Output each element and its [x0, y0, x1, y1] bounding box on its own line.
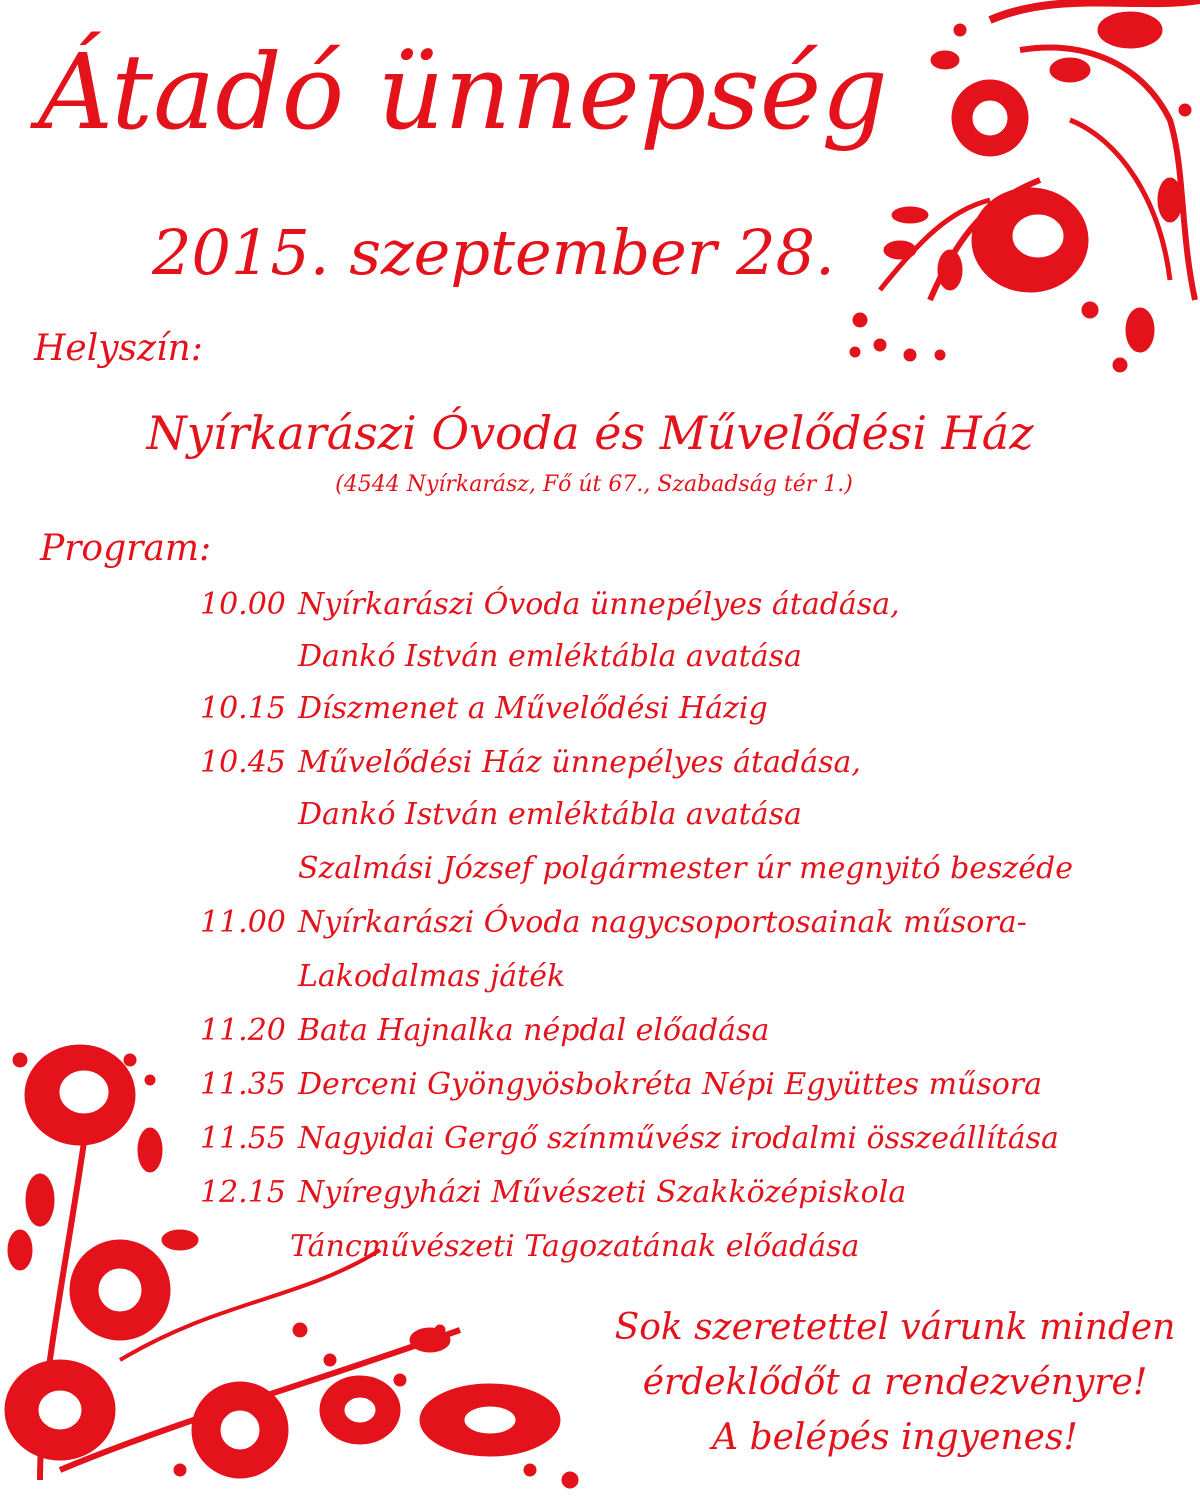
program-text: Nyíregyházi Művészeti Szakközépiskola	[298, 1175, 907, 1210]
program-time: 11.20	[200, 1013, 286, 1048]
program-time: 10.15	[200, 691, 286, 726]
program-item-time-line	[200, 691, 768, 726]
program-text: Bata Hajnalka népdal előadása	[298, 1013, 770, 1048]
program-item-continuation: Lakodalmas játék	[298, 959, 566, 994]
program-text: Nyírkarászi Óvoda nagycsoportosainak műsora-	[298, 905, 1027, 940]
program-item-continuation: Szalmási József polgármester úr megnyitó beszéde	[298, 851, 1073, 886]
closing-line: érdeklődőt a rendezvényre!	[642, 1362, 1148, 1403]
venue-address: (4544 Nyírkarász, Fő út 67., Szabadság tér 1.)	[335, 472, 853, 497]
program-item-continuation: Táncművészeti Tagozatának előadása	[290, 1229, 860, 1264]
closing-line: A belépés ingyenes!	[712, 1417, 1078, 1458]
program-item-time-line	[200, 1121, 1059, 1156]
program-time: 11.35	[200, 1067, 286, 1102]
location-label: Helyszín:	[34, 328, 203, 369]
program-time: 12.15	[200, 1175, 286, 1210]
program-item-time-line	[200, 905, 1027, 940]
program-text: Díszmenet a Művelődési Házig	[298, 691, 768, 726]
program-item-time-line	[200, 1067, 1043, 1102]
folk-ornament-top-right	[840, 0, 1200, 390]
closing-message	[596, 1300, 1194, 1465]
program-time: 11.00	[200, 905, 286, 940]
program-item-time-line	[200, 1175, 907, 1210]
program-item-continuation: Dankó István emléktábla avatása	[298, 639, 802, 674]
event-date: 2015. szeptember 28.	[152, 216, 835, 289]
program-time: 11.55	[200, 1121, 286, 1156]
program-item-time-line	[200, 745, 861, 780]
program-label: Program:	[40, 528, 212, 569]
closing-line: Sok szeretettel várunk minden	[614, 1307, 1176, 1348]
program-text: Derceni Gyöngyösbokréta Népi Együttes műsora	[298, 1067, 1043, 1102]
program-text: Művelődési Ház ünnepélyes átadása,	[298, 745, 861, 780]
program-text: Nagyidai Gergő színművész irodalmi összeállítása	[298, 1121, 1059, 1156]
program-time: 10.45	[200, 745, 286, 780]
program-item-time-line	[200, 587, 900, 622]
venue-name: Nyírkarászi Óvoda és Művelődési Ház	[146, 406, 1034, 460]
program-time: 10.00	[200, 587, 286, 622]
page-title: Átadó ünnepség	[38, 31, 888, 153]
program-item-time-line	[200, 1013, 770, 1048]
program-text: Nyírkarászi Óvoda ünnepélyes átadása,	[298, 587, 900, 622]
program-item-continuation: Dankó István emléktábla avatása	[298, 797, 802, 832]
